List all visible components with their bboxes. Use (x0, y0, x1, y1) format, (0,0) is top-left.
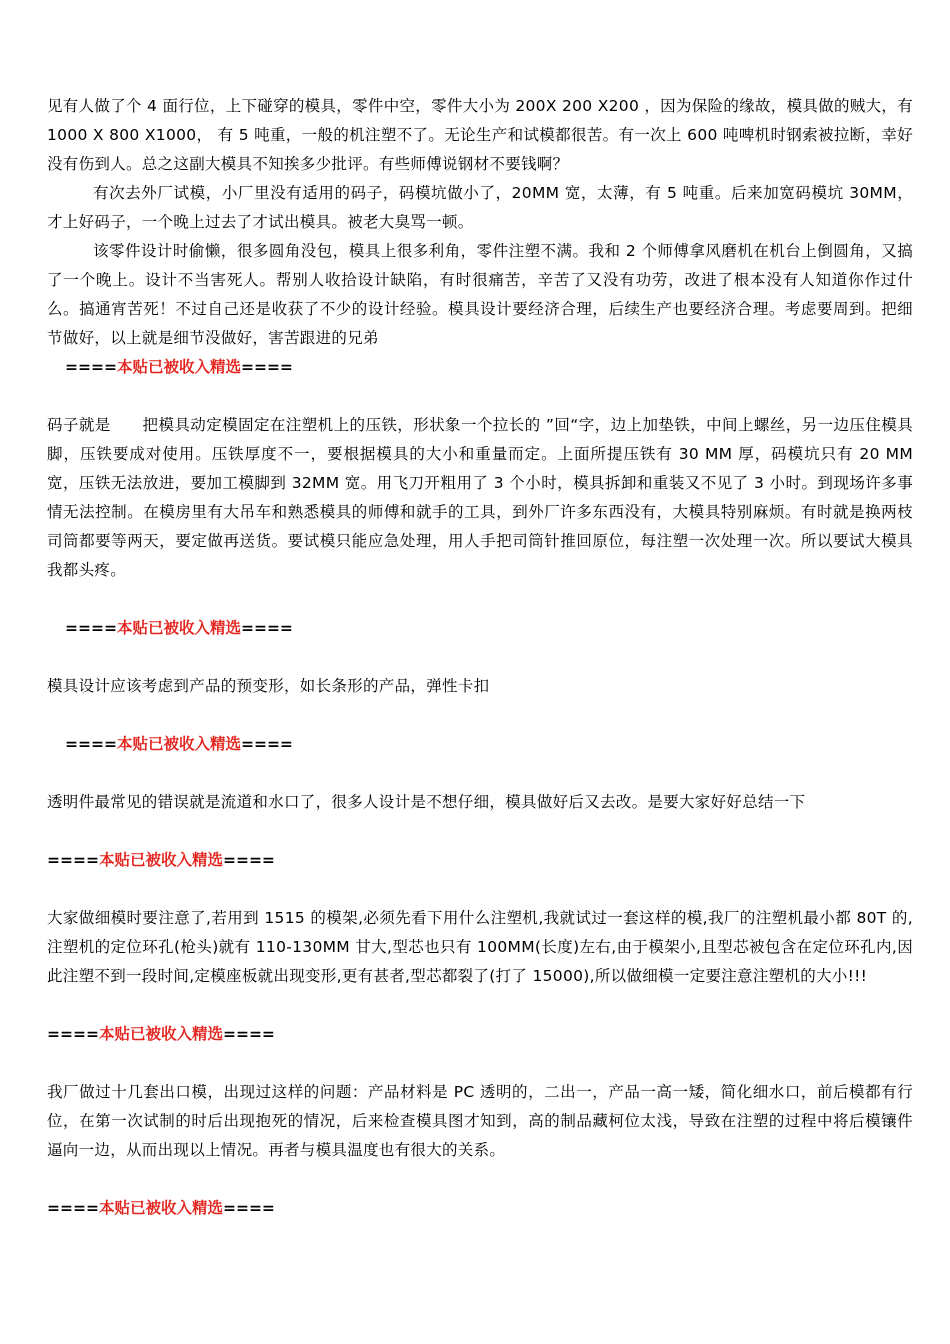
paragraph-3: 该零件设计时偷懒，很多圆角没包，模具上很多利角，零件注塑不满。我和 2 个师傅拿风磨机在机台上倒圆角，又搞了一个晚上。设计不当害死人。帮别人收拾设计缺陷，有时很痛苦，辛苦了又没有功劳，改进了根本没有人知道你作过什么。搞通宵苦死！不过自己还是收获了不少的设计经验。模具设计要经济合理，后续生产也要经济合理。考虑要周到。把细节做好，以上就是细节没做好，害苦跟进的兄弟 (47, 242, 913, 347)
featured-separator-4: ====本贴已被收入精选==== (47, 851, 275, 869)
featured-separator-1: ====本贴已被收入精选==== (65, 358, 293, 376)
featured-separator-3: ====本贴已被收入精选==== (65, 735, 293, 753)
document-page (47, 92, 913, 1223)
paragraph-6: 透明件最常见的错误就是流道和水口了，很多人设计是不想仔细，模具做好后又去改。是要大家好好总结一下 (47, 793, 806, 811)
featured-separator-2: ====本贴已被收入精选==== (65, 619, 293, 637)
paragraph-5: 模具设计应该考虑到产品的预变形，如长条形的产品，弹性卡扣 (47, 677, 490, 695)
paragraph-1: 见有人做了个 4 面行位，上下碰穿的模具，零件中空，零件大小为 200X 200 X200 ，因为保险的缘故，模具做的贼大，有 1000 X 800 X1000， 有 5 吨重，一般的机注塑不了。无论生产和试模都很苦。有一次上 600 吨啤机时钢索被拉断，幸好没有伤到人。总之这副大模具不知挨多少批评。有些师傅说钢材不要钱啊？ (47, 97, 913, 173)
post-block-3 (47, 672, 913, 701)
post-block-2 (47, 411, 913, 585)
post-block-4 (47, 788, 913, 817)
featured-separator-5: ====本贴已被收入精选==== (47, 1025, 275, 1043)
featured-separator-6: ====本贴已被收入精选==== (47, 1199, 275, 1217)
paragraph-2: 有次去外厂试模，小厂里没有适用的码子，码模坑做小了，20MM 宽，太薄，有 5 吨重。后来加宽码模坑 30MM，才上好码子，一个晚上过去了才试出模具。被老大臭骂一顿。 (47, 184, 913, 231)
paragraph-7: 大家做细模时要注意了,若用到 1515 的模架,必须先看下用什么注塑机,我就试过一套这样的模,我厂的注塑机最小都 80T 的,注塑机的定位环孔(枪头)就有 110-130MM 甘大,型芯也只有 100MM(长度)左右,由于模架小,且型芯被包含在定位环孔内,因此注塑不到一段时间,定模座板就出现变形,更有甚者,型芯都裂了(打了 15000),所以做细模一定要注意注塑机的大小!!! (47, 909, 913, 985)
paragraph-4: 码子就是 把模具动定模固定在注塑机上的压铁，形状象一个拉长的 ”回“字，边上加垫铁，中间上螺丝，另一边压住模具脚，压铁要成对使用。压铁厚度不一，要根据模具的大小和重量而定。上面所提压铁有 30 MM 厚，码模坑只有 20 MM 宽，压铁无法放进，要加工模脚到 32MM 宽。用飞刀开粗用了 3 个小时，模具拆卸和重装又不见了 3 小时。到现场许多事情无法控制。在模房里有大吊车和熟悉模具的师傅和就手的工具，到外厂许多东西没有，大模具特别麻烦。有时就是换两枝司筒都要等两天，要定做再送货。要试模只能应急处理，用人手把司筒针推回原位，每注塑一次处理一次。所以要试大模具我都头疼。 (47, 416, 913, 579)
post-block-5 (47, 904, 913, 991)
paragraph-8: 我厂做过十几套出口模，出现过这样的问题：产品材料是 PC 透明的，二出一，产品一高一矮，简化细水口，前后模都有行位，在第一次试制的时后出现抱死的情况，后来检查模具图才知到，高的制品藏柯位太浅，导致在注塑的过程中将后模镶件逼向一边，从而出现以上情况。再者与模具温度也有很大的关系。 (47, 1083, 913, 1159)
post-block-6 (47, 1078, 913, 1165)
post-block-1 (47, 92, 913, 353)
